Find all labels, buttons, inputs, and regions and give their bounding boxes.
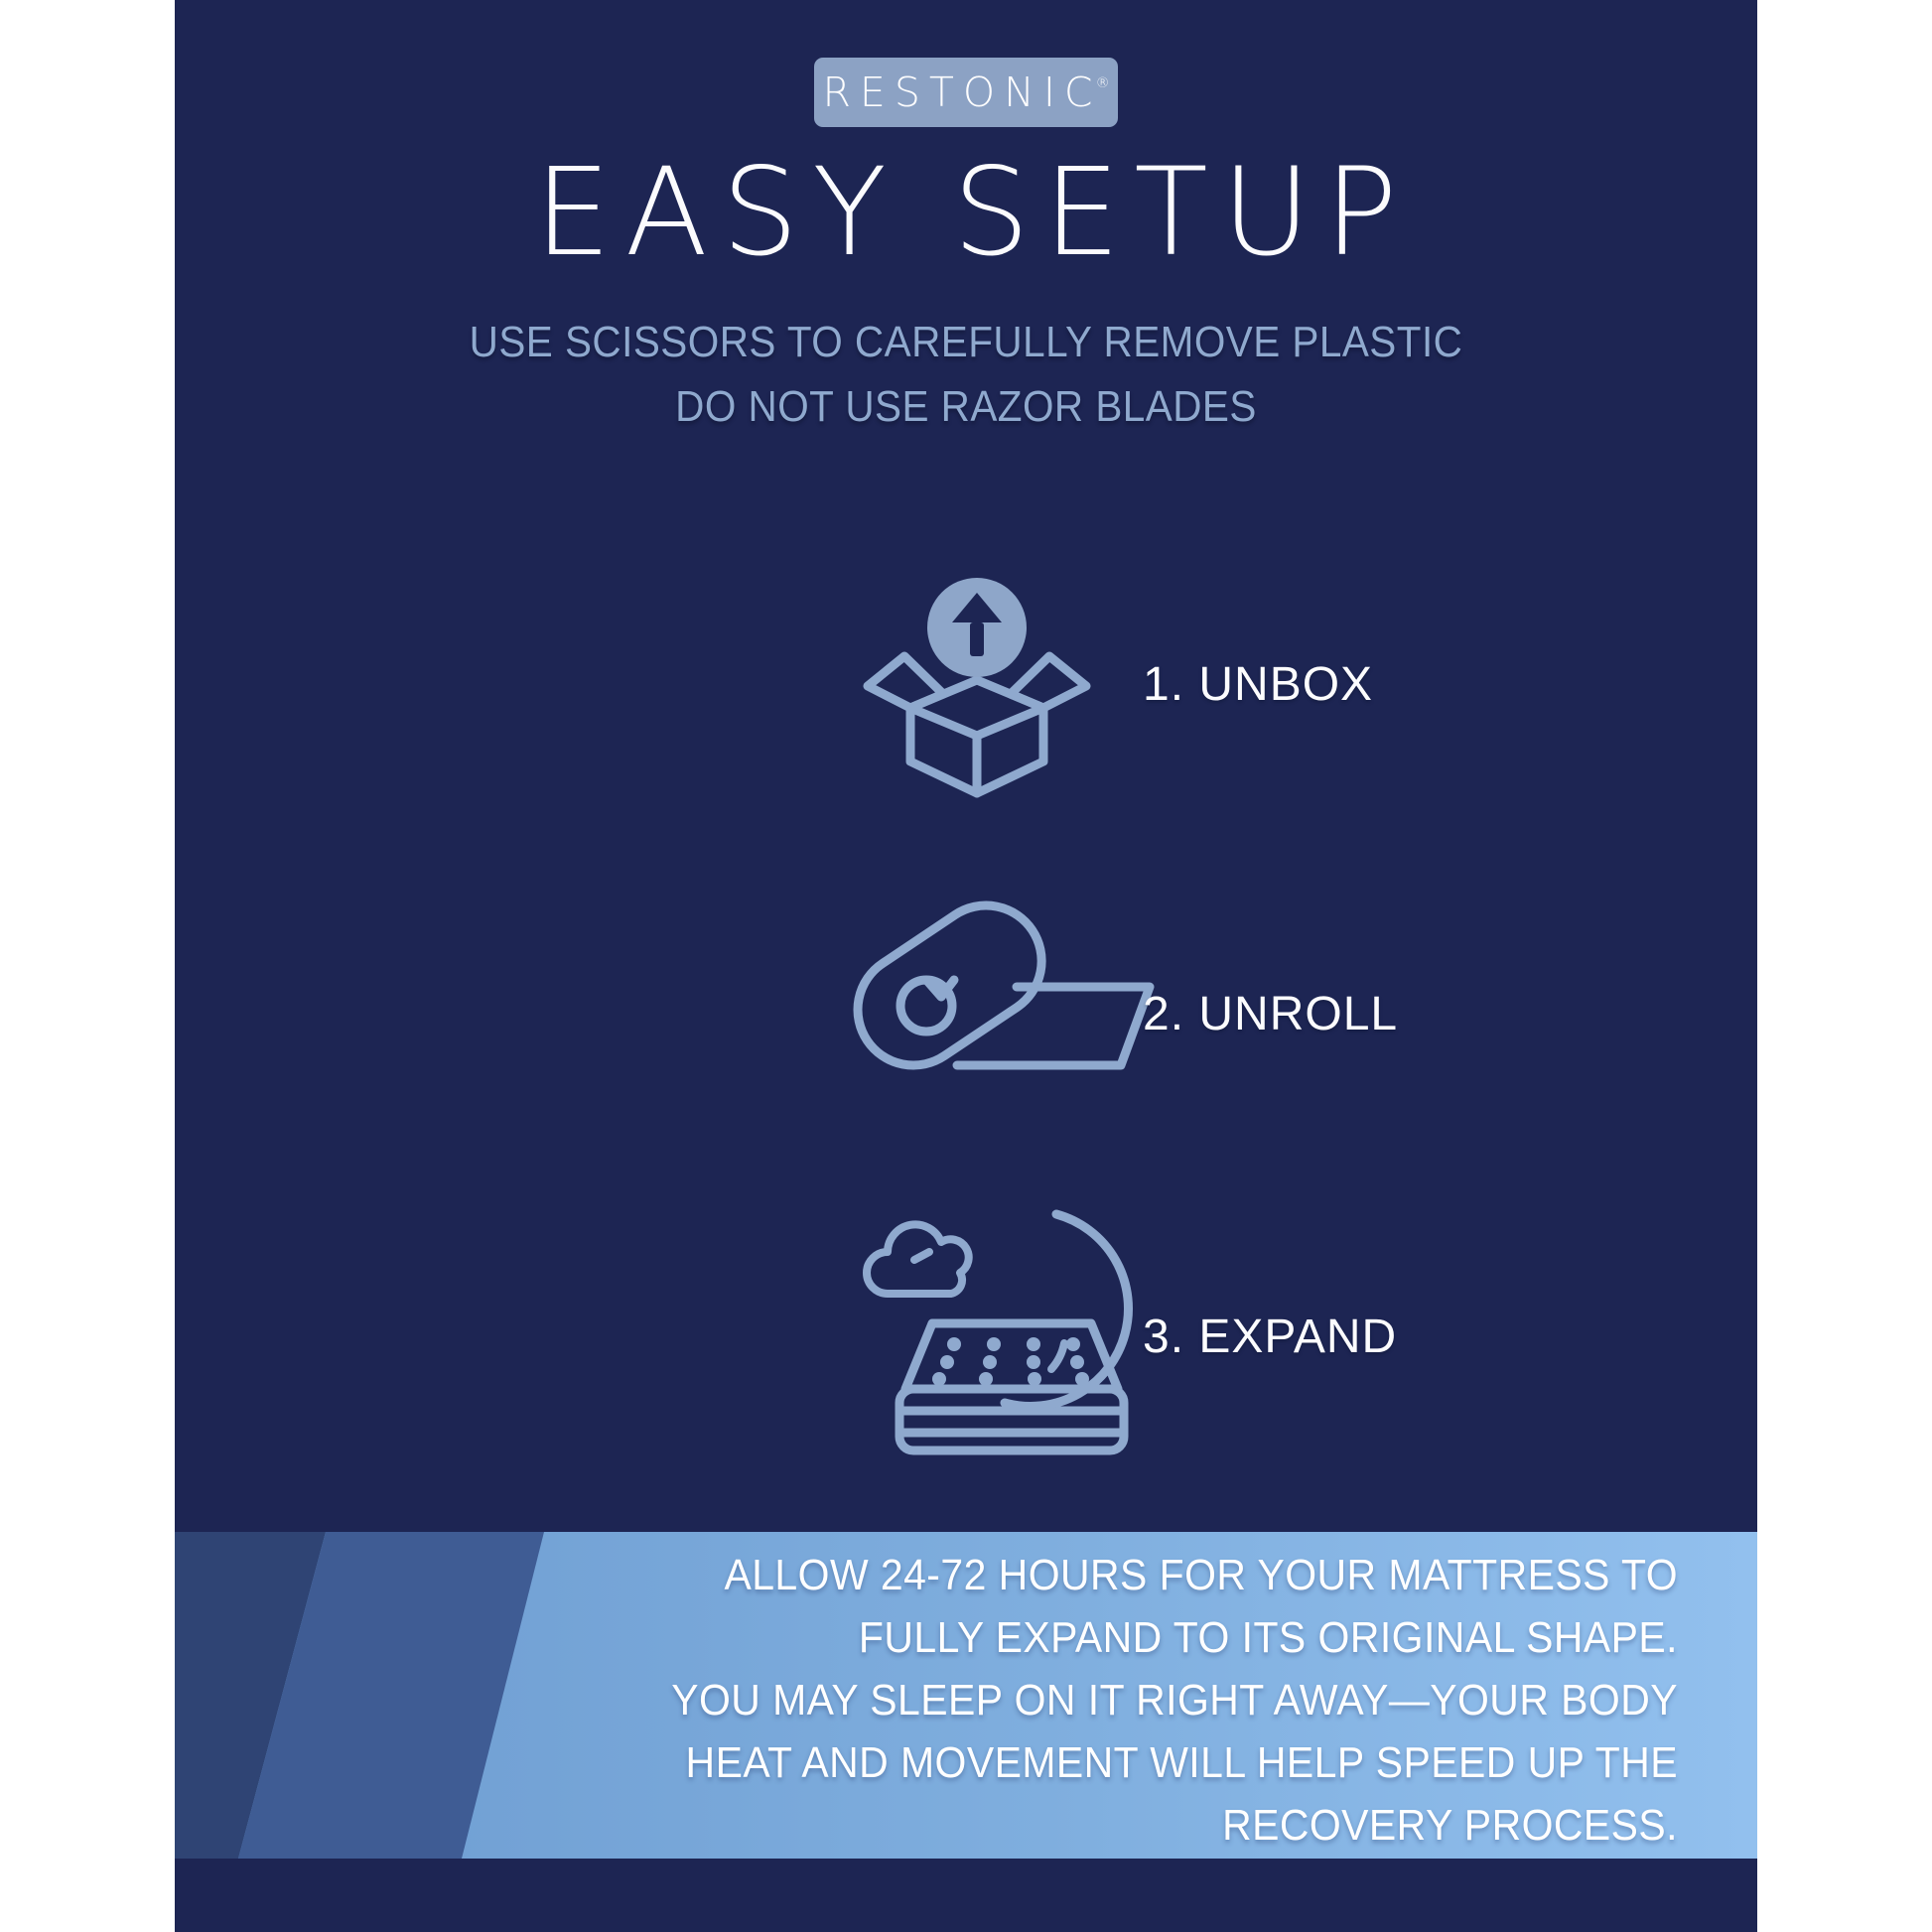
unroll-icon: [832, 892, 1179, 1110]
footer-text: [630, 1544, 1678, 1857]
footer-line-2: FULLY EXPAND TO ITS ORIGINAL SHAPE.: [858, 1613, 1678, 1662]
subtitle-line-2: DO NOT USE RAZOR BLADES: [675, 382, 1257, 431]
step-3-label: 3. EXPAND: [1143, 1311, 1398, 1363]
registered-trademark-mark: ®: [1095, 75, 1119, 91]
footer-line-3: YOU MAY SLEEP ON IT RIGHT AWAY—YOUR BODY: [671, 1676, 1678, 1725]
brand-name: RESTONIC: [822, 69, 1102, 116]
step-1-label: 1. UNBOX: [1143, 658, 1374, 711]
brand-badge: [814, 58, 1118, 127]
subtitle: [238, 310, 1694, 439]
subtitle-line-1: USE SCISSORS TO CAREFULLY REMOVE PLASTIC: [469, 318, 1463, 366]
step-2-label: 2. UNROLL: [1143, 988, 1399, 1040]
unbox-icon: [860, 571, 1108, 809]
poster-background: [175, 0, 1757, 1932]
expand-icon: [858, 1194, 1175, 1482]
footer-line-4: HEAT AND MOVEMENT WILL HELP SPEED UP THE: [685, 1738, 1678, 1787]
footer-line-1: ALLOW 24-72 HOURS FOR YOUR MATTRESS TO: [724, 1551, 1678, 1599]
brand-logo-text: [813, 69, 1118, 116]
footer-line-5: RECOVERY PROCESS.: [1222, 1801, 1678, 1850]
footer-banner: [175, 1532, 1757, 1859]
cloud-icon: [867, 1224, 969, 1294]
page-title: EASY SETUP: [534, 142, 1412, 283]
